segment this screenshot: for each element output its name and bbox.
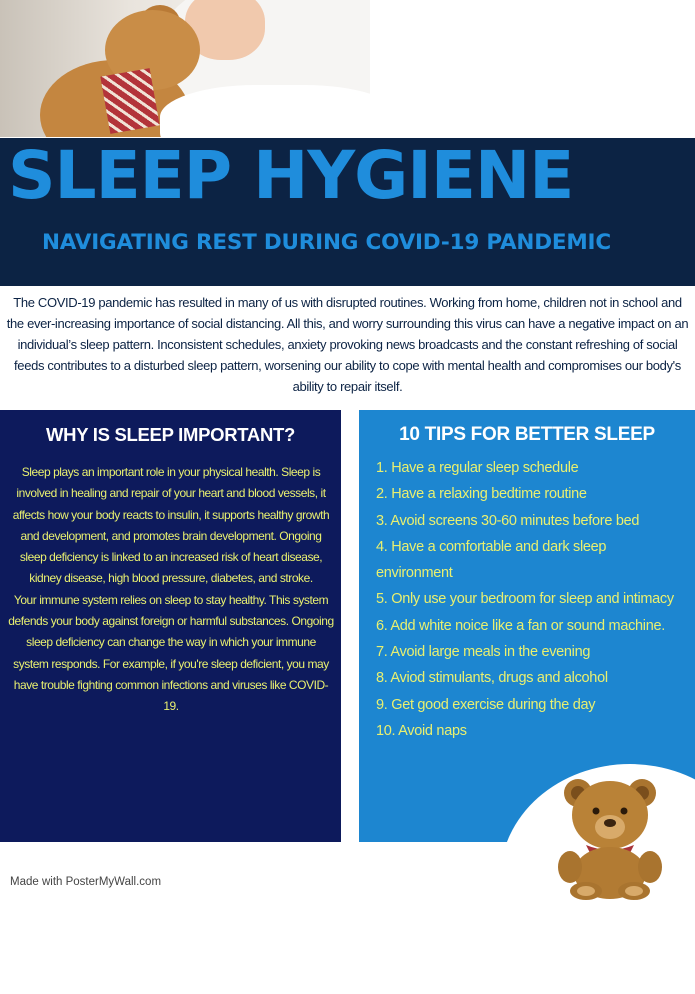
bed-sheet <box>160 85 370 137</box>
footer-credit: Made with PosterMyWall.com <box>10 876 162 888</box>
tip-item: 5. Only use your bedroom for sleep and intimacy <box>376 591 674 608</box>
tip-item: 7. Avoid large meals in the evening <box>376 644 591 661</box>
tip-item: 1. Have a regular sleep schedule <box>376 460 579 476</box>
intro-paragraph: The COVID-19 pandemic has resulted in many of us with disrupted routines. Working from home, children not in school and the ever-increasing importance of social distancing. All this, and worry surrounding this virus can have a negative impact on an individual’s sleep pattern. Inconsistent schedules, anxiety provoking news broadcasts and the constant refreshing of social feeds contributes to a disturbed sleep pattern, worsening our ability to cope with mental health and compromises our body's ability to repair itself. <box>6 295 689 394</box>
tips-heading: 10 TIPS FOR BETTER SLEEP <box>399 424 655 445</box>
why-sleep-heading: WHY IS SLEEP IMPORTANT? <box>45 424 296 445</box>
tip-item: 4. Have a comfortable and dark sleep environment <box>376 538 607 582</box>
teddy-bear-scarf <box>100 68 159 134</box>
tip-item: 9. Get good exercise during the day <box>376 696 596 713</box>
poster-title: SLEEP HYGIENE <box>8 137 574 214</box>
teddy-bear-icon <box>550 775 670 900</box>
tips-list <box>376 455 686 744</box>
hero-photo <box>0 0 370 137</box>
tip-item: 2. Have a relaxing bedtime routine <box>376 486 587 503</box>
tip-item: 6. Add white noice like a fan or sound machine. <box>376 617 665 634</box>
why-sleep-paragraph-1: Sleep plays an important role in your physical health. Sleep is involved in healing and repair of your heart and blood vessels, it affects how your body reacts to insulin, it supports healthy growth and development, and promotes brain development. Ongoing sleep deficiency is linked to an increased risk of heart disease, kidney disease, high blood pressure, diabetes, and stroke. <box>12 465 330 586</box>
poster-subtitle: NAVIGATING REST DURING COVID-19 PANDEMIC <box>42 230 611 255</box>
why-sleep-body <box>8 462 334 718</box>
tip-item: 3. Avoid screens 30-60 minutes before bed <box>376 512 640 529</box>
tip-item: 8. Aviod stimulants, drugs and alcohol <box>376 670 608 687</box>
why-sleep-paragraph-2: Your immune system relies on sleep to stay healthy. This system defends your body against foreign or harmful substances. Ongoing sleep deficiency can change the way in which your immune system responds. For example, if you're sleep deficient, you may have trouble fighting common infections and viruses like COVID-19. <box>8 592 334 714</box>
tip-item: 10. Avoid naps <box>376 722 467 739</box>
